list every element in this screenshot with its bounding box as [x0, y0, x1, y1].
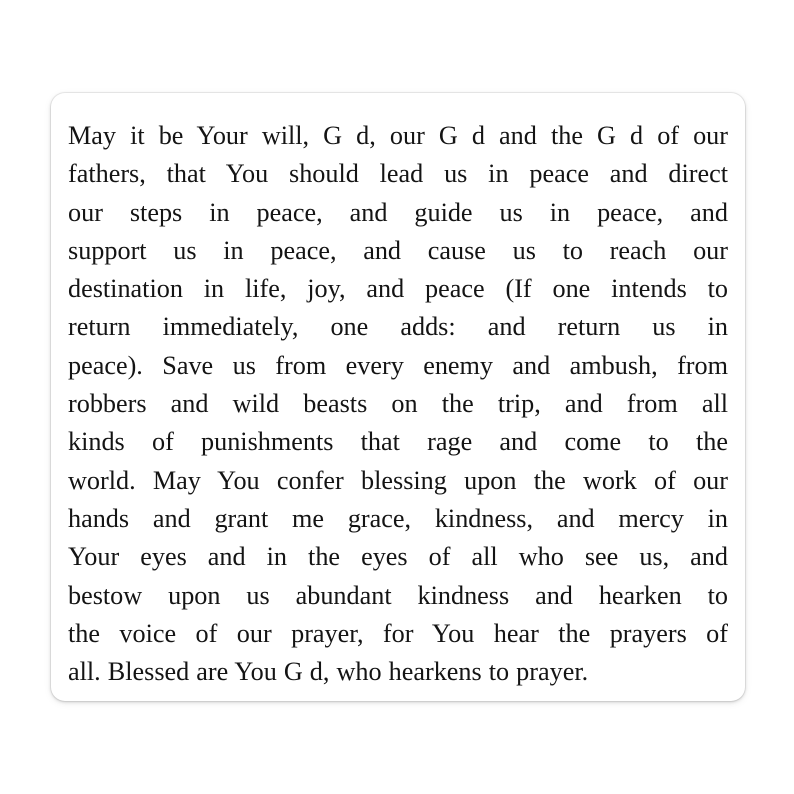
prayer-line-13: bestow upon us abundant kindness and hearken to [68, 580, 728, 610]
prayer-line-2: fathers, that You should lead us in peace and direct [68, 159, 728, 189]
prayer-line-9: kinds of punishments that rage and come to the [68, 427, 728, 457]
prayer-line-3: our steps in peace, and guide us in peace, and [68, 197, 728, 227]
prayer-line-12: Your eyes and in the eyes of all who see us, and [68, 542, 728, 572]
prayer-line-14: the voice of our prayer, for You hear the prayers of [68, 618, 728, 648]
prayer-line-1: May it be Your will, G d, our G d and the G d of our [68, 121, 728, 150]
prayer-line-6: return immediately, one adds: and return us in [68, 312, 728, 342]
travelers-prayer-text [68, 117, 728, 691]
prayer-line-10: world. May You confer blessing upon the work of our [68, 465, 728, 495]
prayer-line-4: support us in peace, and cause us to reach our [68, 235, 728, 265]
prayer-sticker [51, 93, 745, 701]
prayer-line-5: destination in life, joy, and peace (If one intends to [68, 274, 728, 304]
prayer-line-11: hands and grant me grace, kindness, and mercy in [68, 503, 728, 533]
prayer-line-8: robbers and wild beasts on the trip, and from all [68, 389, 728, 419]
prayer-line-15: all. Blessed are You G d, who hearkens to prayer. [68, 657, 589, 687]
prayer-line-7: peace). Save us from every enemy and ambush, from [68, 350, 728, 380]
